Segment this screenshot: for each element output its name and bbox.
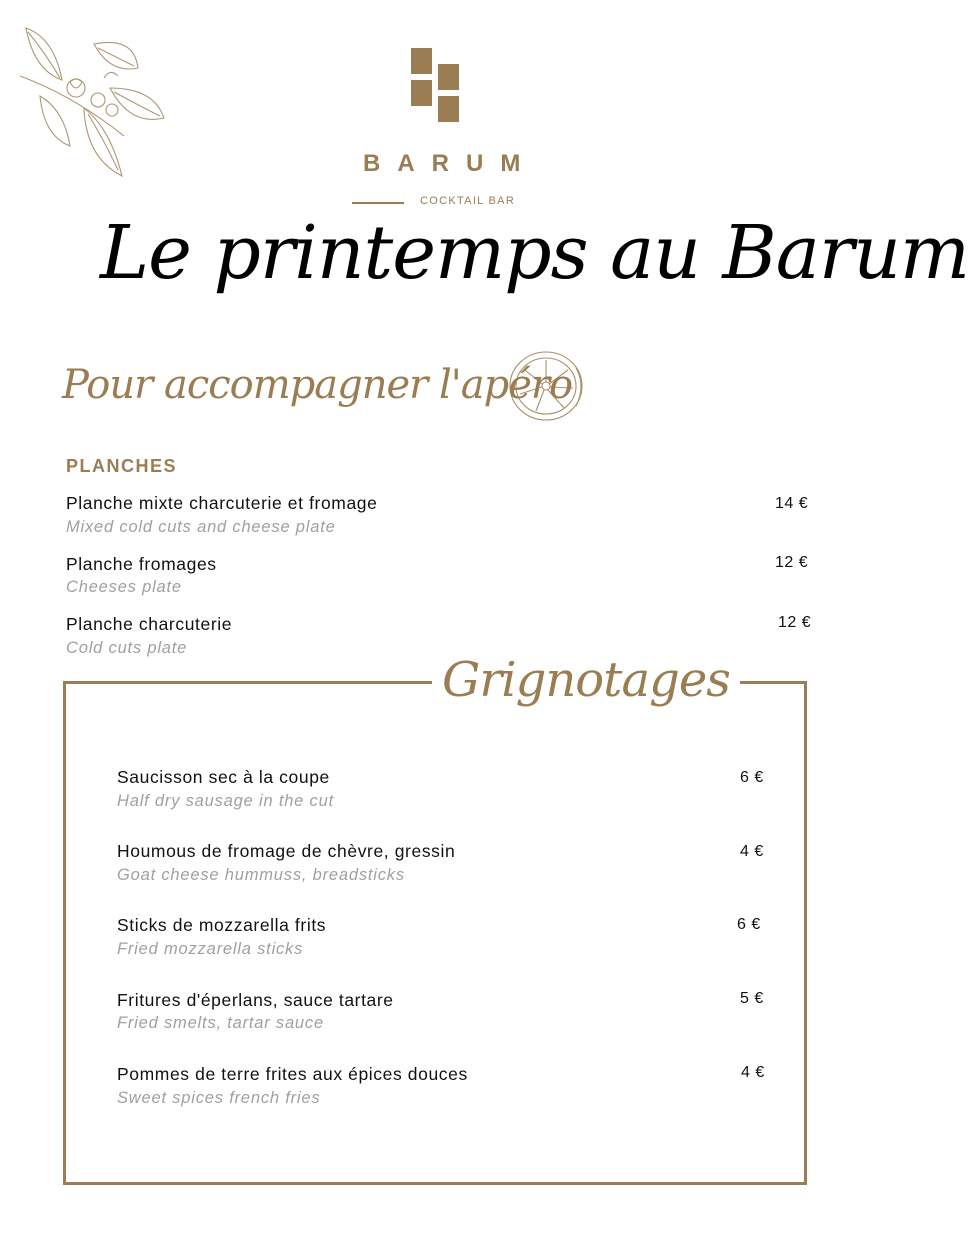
list-item-translation: Goat cheese hummuss, breadsticks — [117, 866, 405, 884]
list-item-name: Fritures d'éperlans, sauce tartare — [117, 990, 394, 1010]
list-item-name: Planche mixte charcuterie et fromage — [66, 493, 378, 513]
list-item-price: 6 € — [737, 916, 761, 933]
list-item-price: 12 € — [778, 614, 812, 631]
list-item-translation: Mixed cold cuts and cheese plate — [66, 518, 336, 536]
planches-heading: PLANCHES — [66, 456, 178, 476]
list-item-price: 4 € — [740, 843, 764, 860]
list-item-price: 6 € — [740, 769, 764, 786]
list-item-translation: Cold cuts plate — [66, 639, 188, 657]
list-item-name: Planche charcuterie — [66, 614, 233, 634]
leaf-branch-illustration — [14, 18, 174, 183]
list-item-price: 12 € — [775, 554, 809, 571]
list-item-translation: Sweet spices french fries — [117, 1089, 321, 1107]
brand-subtitle: COCKTAIL BAR — [420, 195, 516, 207]
list-item-price: 4 € — [741, 1064, 765, 1081]
list-item-translation: Half dry sausage in the cut — [117, 792, 334, 810]
barum-logo-icon — [411, 48, 461, 122]
list-item-translation: Fried smelts, tartar sauce — [117, 1014, 324, 1032]
list-item-name: Houmous de fromage de chèvre, gressin — [117, 841, 456, 861]
list-item-translation: Cheeses plate — [66, 578, 182, 596]
lemon-slice-illustration — [506, 348, 586, 424]
brand-divider — [352, 202, 404, 204]
list-item-price: 5 € — [740, 990, 764, 1007]
list-item-name: Sticks de mozzarella frits — [117, 915, 327, 935]
list-item-price: 14 € — [775, 495, 809, 512]
apero-heading: Pour accompagner l'apéro — [62, 362, 573, 408]
list-item-translation: Fried mozzarella sticks — [117, 940, 304, 958]
brand-name: BARUM — [363, 150, 538, 177]
grignotages-heading: Grignotages — [432, 652, 740, 708]
list-item-name: Saucisson sec à la coupe — [117, 767, 330, 787]
list-item-name: Pommes de terre frites aux épices douces — [117, 1064, 468, 1084]
list-item-name: Planche fromages — [66, 554, 217, 574]
page-title: Le printemps au Barum — [100, 210, 969, 296]
